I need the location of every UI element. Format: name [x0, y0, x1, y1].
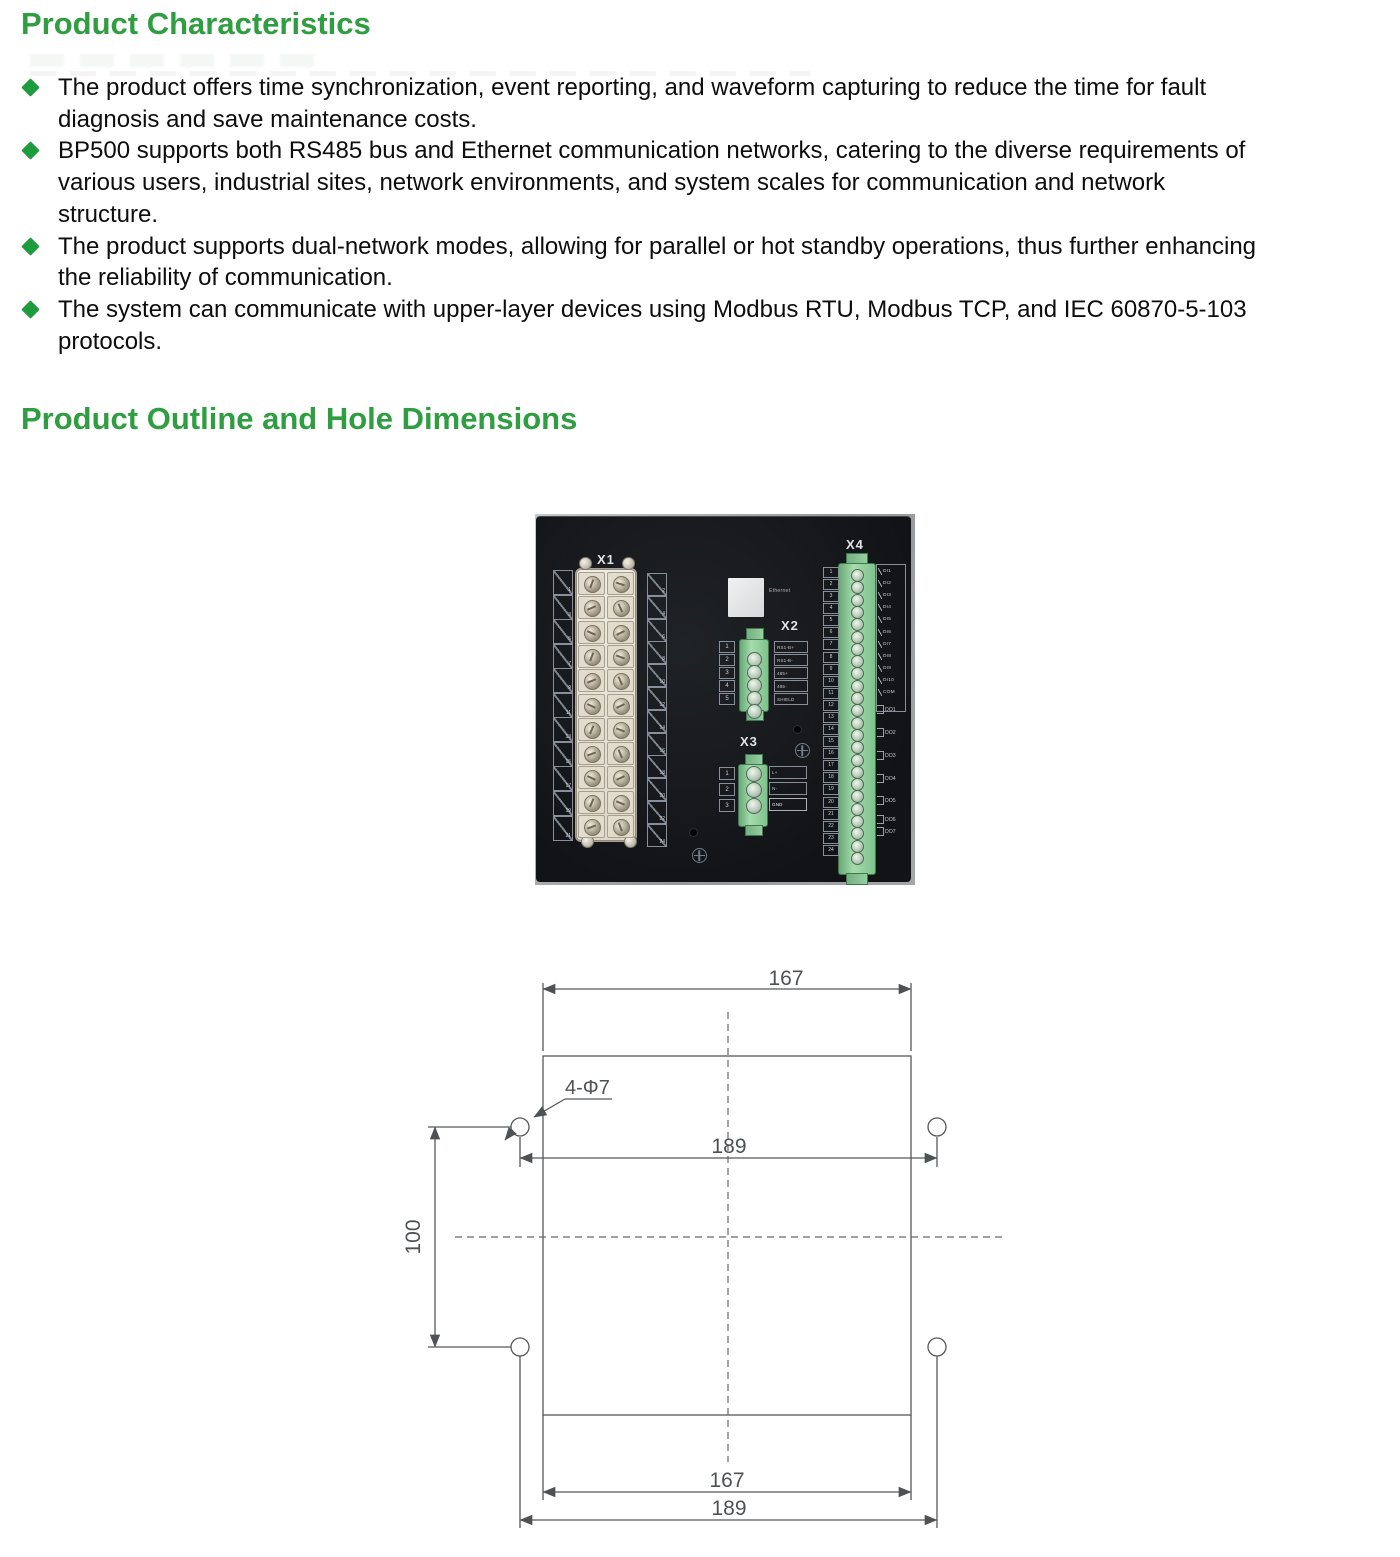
x3-pin-label: N- [769, 782, 807, 795]
x1-left-pin-number: 19 [553, 791, 573, 816]
x4-di-label [878, 591, 891, 600]
screw-slot-icon [587, 606, 596, 611]
dim-hole-span-v: 100 [402, 1219, 425, 1255]
terminal-screw-icon [613, 819, 630, 836]
dim-bottom-outer: 189 [711, 1497, 747, 1520]
do-label-text: DO4 [885, 775, 896, 782]
x2-pin-number: 1 [719, 641, 735, 653]
terminal-screw-icon [613, 795, 630, 812]
x3-pin-label: GND [769, 798, 807, 811]
bullet-line: protocols. [58, 327, 163, 355]
di-label-text: DI4 [883, 605, 892, 611]
panel-hole [690, 829, 697, 836]
x4-pin-number: 6 [823, 627, 839, 638]
x4-terminal-strip [838, 553, 875, 883]
do-label-text: DO7 [885, 828, 896, 835]
terminal-screw-icon [613, 649, 630, 666]
bullet-item [22, 72, 1394, 135]
do-label-text: DO2 [885, 729, 896, 736]
screw-slot-icon [616, 776, 625, 781]
di-label-text: DI3 [883, 593, 892, 599]
do-label-text: DO6 [885, 816, 896, 823]
bullet-line: BP500 supports both RS485 bus and Ethernet communication networks, catering to the diverse requirements of [58, 137, 1246, 165]
screw-slot-icon [589, 725, 594, 734]
x4-pin-number: 22 [823, 821, 839, 832]
x4-pin-number: 15 [823, 736, 839, 747]
slash-icon [878, 653, 882, 660]
x4-pin-number: 2 [823, 579, 839, 590]
x4-do-label [877, 815, 896, 824]
x4-pin-number: 4 [823, 603, 839, 614]
x3-screw-icon [746, 782, 762, 798]
dim-hole-span-h: 189 [711, 1135, 747, 1158]
bullet-text [58, 135, 1394, 230]
x2-pin-label: SHIELD [774, 693, 808, 705]
bullet-diamond-icon [21, 78, 39, 96]
bullet-line: structure. [58, 200, 159, 228]
bullet-item [22, 294, 1394, 357]
x4-pin-number: 10 [823, 676, 839, 687]
x1-right-pin-number: 6 [647, 619, 667, 642]
x2-pin-label: 485- [774, 680, 808, 692]
ethernet-label: Ethernet [769, 588, 791, 594]
bullet-line: diagnosis and save maintenance costs. [58, 105, 477, 133]
x4-screw-icon [851, 729, 864, 742]
x1-terminal-cell [578, 645, 605, 668]
x1-left-pin-number: 17 [553, 766, 573, 791]
contact-bracket-icon [877, 705, 884, 714]
x3-screw-icon [746, 766, 762, 782]
terminal-screw-icon [584, 819, 601, 836]
x4-di-label [878, 664, 891, 673]
x3-pin-number: 2 [719, 783, 735, 796]
x4-screw-icon [851, 680, 864, 693]
x2-screw-icon [747, 704, 762, 719]
x4-di-label [878, 688, 895, 697]
x2-pin-number: 5 [719, 693, 735, 705]
x1-left-pin-number: 15 [553, 742, 573, 767]
slash-icon [878, 568, 882, 575]
x4-pin-number: 16 [823, 748, 839, 759]
x1-left-pin-number: 9 [553, 668, 573, 693]
screw-slot-icon [587, 679, 596, 684]
product-rear-photo [535, 514, 915, 885]
x1-terminal-cell [607, 621, 634, 644]
x4-pin-number: 7 [823, 639, 839, 650]
x4-screw-icon [851, 631, 864, 644]
slash-icon [878, 665, 882, 672]
di-label-text: DI5 [883, 617, 892, 623]
x1-left-pin-number: 21 [553, 816, 573, 841]
screw-slot-icon [616, 727, 625, 732]
slash-icon [878, 677, 882, 684]
di-label-text: DI10 [883, 677, 894, 683]
x1-right-pin-number: 16 [647, 733, 667, 756]
x1-terminal-cell [578, 742, 605, 765]
x2-connector-label: X2 [781, 618, 799, 633]
x1-terminal-cell [607, 791, 634, 814]
x1-right-pin-number: 4 [647, 596, 667, 619]
x2-pin-number: 2 [719, 654, 735, 666]
x4-pin-number: 5 [823, 615, 839, 626]
x3-screw-icon [746, 798, 762, 814]
x4-pin-number: 3 [823, 591, 839, 602]
terminal-screw-icon [584, 576, 601, 593]
x1-connector-label: X1 [597, 552, 615, 567]
x1-terminal-cell [607, 572, 634, 595]
x4-pin-number: 9 [823, 664, 839, 675]
di-label-text: DI2 [883, 581, 892, 587]
x4-connector-label: X4 [846, 537, 864, 552]
terminal-screw-icon [613, 746, 630, 763]
screw-slot-icon [618, 604, 623, 613]
bullet-diamond-icon [21, 300, 39, 318]
dim-bottom-inner: 167 [709, 1469, 745, 1492]
x4-di-label [878, 603, 891, 612]
do-label-text: DO5 [885, 797, 896, 804]
x4-pin-number: 18 [823, 772, 839, 783]
screw-slot-icon [618, 822, 623, 831]
screw-slot-icon [618, 749, 623, 758]
x4-di-label [878, 567, 891, 576]
x4-screw-icon [851, 594, 864, 607]
bullet-item [22, 231, 1394, 294]
x1-terminal-cell [578, 694, 605, 717]
di-label-text: DI8 [883, 653, 892, 659]
terminal-screw-icon [584, 795, 601, 812]
x1-left-pin-number: 7 [553, 644, 573, 669]
x4-pin-number: 23 [823, 833, 839, 844]
x1-terminal-cell [578, 621, 605, 644]
x2-pin-label: RS1-B- [774, 654, 808, 666]
x1-right-pin-number: 20 [647, 778, 667, 801]
x4-pin-number: 21 [823, 809, 839, 820]
ground-screw-icon [692, 848, 707, 863]
bullet-diamond-icon [21, 142, 39, 160]
ethernet-port [728, 578, 764, 617]
x4-screw-icon [851, 815, 864, 828]
x4-screw-icon [851, 643, 864, 656]
x4-pin-number: 13 [823, 712, 839, 723]
x4-pin-number: 19 [823, 784, 839, 795]
x1-mount-screw-icon [622, 557, 635, 570]
panel-outline-rect [543, 1056, 911, 1415]
bullet-line: The product supports dual-network modes, allowing for parallel or hot standby operations, thus further enhancing [58, 232, 1257, 260]
x3-connector-label: X3 [740, 734, 758, 749]
terminal-screw-icon [613, 625, 630, 642]
callout-leader-tail [505, 1130, 513, 1140]
x4-pin-number: 11 [823, 688, 839, 699]
x1-right-pin-number: 10 [647, 664, 667, 687]
bullet-text [58, 72, 1394, 135]
x1-right-pin-number: 22 [647, 801, 667, 824]
x4-pin-number: 14 [823, 724, 839, 735]
x4-screw-icon [851, 606, 864, 619]
ground-screw-icon [795, 743, 810, 758]
x1-terminal-cell [578, 766, 605, 789]
x1-terminal-cell [607, 596, 634, 619]
terminal-screw-icon [584, 649, 601, 666]
x4-do-label [877, 827, 896, 836]
x1-left-pin-number: 1 [553, 570, 573, 595]
bullet-line: The product offers time synchronization, event reporting, and waveform capturing to reduce the time for fault [58, 74, 1207, 101]
x2-pin-label: 485+ [774, 667, 808, 679]
x4-pin-number: 20 [823, 797, 839, 808]
x4-do-label [877, 728, 896, 737]
slash-icon [878, 641, 882, 648]
terminal-screw-icon [613, 770, 630, 787]
mounting-hole [928, 1338, 946, 1356]
terminal-screw-icon [613, 600, 630, 617]
x4-di-label [878, 615, 891, 624]
x4-bottom-tab [846, 873, 868, 885]
terminal-screw-icon [584, 698, 601, 715]
slash-icon [878, 629, 882, 636]
x2-terminal-block [739, 628, 769, 720]
x1-terminal-cell [607, 669, 634, 692]
x1-terminal-cell [578, 669, 605, 692]
bullet-text [58, 231, 1394, 294]
terminal-screw-icon [584, 625, 601, 642]
bullet-line: the reliability of communication. [58, 264, 393, 292]
terminal-screw-icon [584, 673, 601, 690]
contact-bracket-icon [877, 815, 884, 824]
x4-screw-icon [851, 803, 864, 816]
x4-do-label [877, 705, 896, 714]
x1-left-pin-number: 13 [553, 717, 573, 742]
contact-bracket-icon [877, 827, 884, 836]
screw-slot-icon [616, 582, 625, 586]
x2-pin-label: RS1-B+ [774, 641, 808, 653]
x4-di-label [878, 640, 891, 649]
x1-terminal-cell [607, 742, 634, 765]
x3-bottom-tab [745, 825, 763, 836]
x4-screw-icon [851, 778, 864, 791]
slash-icon [878, 616, 882, 623]
mounting-hole [928, 1118, 946, 1136]
screw-slot-icon [587, 630, 596, 635]
x1-terminal-cell [578, 718, 605, 741]
x4-screw-icon [851, 717, 864, 730]
terminal-screw-icon [584, 746, 601, 763]
terminal-screw-icon [584, 722, 601, 739]
contact-bracket-icon [877, 751, 884, 760]
screw-slot-icon [618, 677, 623, 686]
x3-terminal-block [738, 754, 768, 834]
bullet-line: various users, industrial sites, network environments, and system scales for communication and network [58, 169, 1166, 197]
x1-right-pin-number: 12 [647, 687, 667, 710]
x1-terminal-cell [607, 815, 634, 838]
contact-bracket-icon [877, 796, 884, 805]
x3-pin-number: 3 [719, 799, 735, 812]
x1-mount-screw-icon [579, 557, 592, 570]
panel-hole [794, 726, 801, 733]
terminal-screw-icon [613, 698, 630, 715]
x1-terminal-cell [607, 694, 634, 717]
x1-right-pin-number: 18 [647, 755, 667, 778]
x1-left-pin-number: 5 [553, 619, 573, 644]
screw-slot-icon [589, 579, 594, 588]
di-label-text: DI1 [883, 569, 892, 574]
x1-right-pin-number: 8 [647, 641, 667, 664]
x4-screw-icon [851, 852, 864, 865]
x3-pin-label: L+ [769, 766, 807, 779]
x1-terminal-cell [578, 815, 605, 838]
dimension-drawing [0, 945, 1400, 1557]
x4-di-label [878, 579, 891, 588]
mounting-hole [511, 1118, 529, 1136]
x4-screw-icon [851, 655, 864, 668]
x4-di-label [878, 676, 894, 685]
screw-slot-icon [589, 798, 594, 807]
hole-callout-label: 4-Φ7 [565, 1077, 610, 1099]
mounting-hole [511, 1338, 529, 1356]
x4-do-label [877, 796, 896, 805]
x1-right-pin-number: 24 [647, 824, 667, 847]
x4-screw-icon [851, 840, 864, 853]
x1-left-pin-number: 3 [553, 595, 573, 620]
di-label-text: DI7 [883, 641, 892, 647]
di-label-text: DI9 [883, 665, 892, 671]
x4-screw-icon [851, 754, 864, 767]
do-label-text: DO1 [885, 706, 896, 713]
terminal-screw-icon [584, 770, 601, 787]
x2-pin-number: 3 [719, 667, 735, 679]
x4-di-label [878, 628, 891, 637]
x4-di-label [878, 652, 891, 661]
bullet-line: The system can communicate with upper-layer devices using Modbus RTU, Modbus TCP, and IEC 60870-5-103 [58, 295, 1247, 323]
x1-terminal-cell [578, 791, 605, 814]
screw-slot-icon [589, 652, 594, 661]
contact-bracket-icon [877, 728, 884, 737]
print-ghost-artifact [30, 54, 330, 67]
x4-screw-icon [851, 569, 864, 582]
x4-pin-number: 24 [823, 845, 839, 856]
contact-bracket-icon [877, 774, 884, 783]
x1-terminal-cell [607, 718, 634, 741]
characteristics-bullet-list [22, 72, 1394, 357]
x4-do-label [877, 751, 896, 760]
x4-pin-number: 1 [823, 567, 839, 578]
di-label-text: COM [883, 690, 895, 695]
section-title-outline-dimensions: Product Outline and Hole Dimensions [21, 401, 578, 436]
terminal-screw-icon [584, 600, 601, 617]
x4-do-label [877, 774, 896, 783]
terminal-screw-icon [613, 722, 630, 739]
x1-right-pin-number: 2 [647, 573, 667, 596]
slash-icon [878, 689, 882, 696]
screw-slot-icon [616, 703, 625, 708]
x1-terminal-cell [578, 596, 605, 619]
screw-slot-icon [587, 825, 596, 830]
slash-icon [878, 580, 882, 587]
x4-pin-number: 12 [823, 700, 839, 711]
x4-screw-icon [851, 766, 864, 779]
section-title-product-characteristics: Product Characteristics [21, 6, 371, 41]
bullet-text [58, 294, 1394, 357]
x1-left-pin-number: 11 [553, 693, 573, 718]
bullet-item [22, 135, 1394, 230]
slash-icon [878, 592, 882, 599]
x1-terminal-cell [607, 766, 634, 789]
x4-pin-number: 17 [823, 760, 839, 771]
x4-screw-icon [851, 692, 864, 705]
di-label-text: DI6 [883, 629, 892, 635]
terminal-screw-icon [613, 673, 630, 690]
bullet-diamond-icon [21, 237, 39, 255]
x1-right-pin-number: 14 [647, 710, 667, 733]
x1-terminal-cell [578, 572, 605, 595]
slash-icon [878, 604, 882, 611]
callout-leader [534, 1099, 565, 1117]
x4-pin-number: 8 [823, 652, 839, 663]
x3-pin-number: 1 [719, 767, 735, 780]
do-label-text: DO3 [885, 752, 896, 759]
terminal-screw-icon [613, 576, 630, 593]
x1-terminal-cell [607, 645, 634, 668]
dim-top-width: 167 [768, 967, 804, 990]
screw-slot-icon [587, 752, 596, 757]
screw-slot-icon [616, 800, 625, 805]
screw-slot-icon [616, 654, 625, 659]
screw-slot-icon [587, 775, 596, 780]
screw-slot-icon [616, 630, 625, 636]
screw-slot-icon [587, 703, 596, 708]
x2-pin-number: 4 [719, 680, 735, 692]
